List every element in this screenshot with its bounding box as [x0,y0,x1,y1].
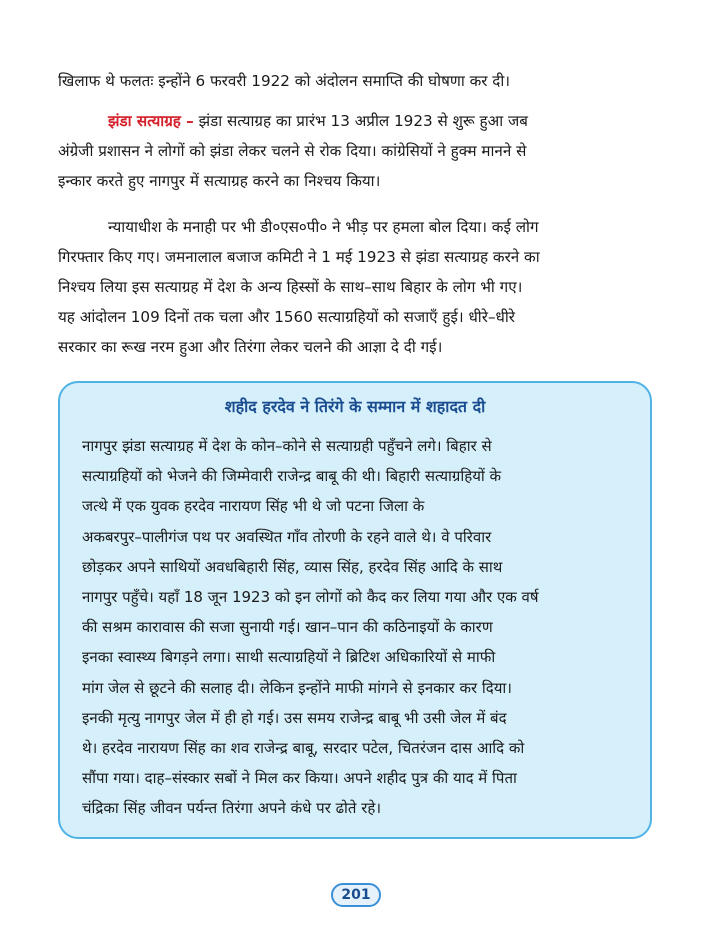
text-line: गिरफ्तार किए गए। जमनालाल बजाज कमिटी ने 1 मई 1923 से झंडा सत्याग्रह करने का [58,248,540,266]
box-line: की सश्रम कारावास की सजा सुनायी गई। खान–पान की कठिनाइयों के कारण [82,618,493,637]
box-line: इनकी मृत्यु नागपुर जेल में ही हो गई। उस समय राजेन्द्र बाबू भी उसी जेल में बंद [82,708,507,727]
box-line: जत्थे में एक युवक हरदेव नारायण सिंह भी थे जो पटना जिला के [82,497,425,516]
box-line: नागपुर झंडा सत्याग्रह में देश के कोन–कोने से सत्याग्रही पहुँचने लगे। बिहार से [82,437,492,455]
box-title: शहीद हरदेव ने तिरंगे के सम्मान में शहादत दी [224,397,486,416]
text-line: यह आंदोलन 109 दिनों तक चला और 1560 सत्याग्रहियों को सजाएँ हुई। धीरे–धीरे [58,308,516,326]
box-body [82,431,630,824]
text-line [58,106,654,136]
text-line: निश्चय लिया इस सत्याग्रह में देश के अन्य हिस्सों के साथ–साथ बिहार के लोग भी गए। [58,278,523,296]
box-line: सत्याग्रहियों को भेजने की जिम्मेवारी राजेन्द्र बाबू की थी। बिहारी सत्याग्रहियों के [82,467,502,486]
text-line-content: झंडा सत्याग्रह का प्रारंभ 13 अप्रील 1923 से शुरू हुआ जब [198,112,528,130]
judge-paragraph [58,212,654,362]
box-line: थे। हरदेव नारायण सिंह का शव राजेन्द्र बाबू, सरदार पटेल, चितरंजन दास आदि को [82,739,525,758]
text-line: अंग्रेजी प्रशासन ने लोगों को झंडा लेकर चलने से रोक दिया। कांग्रेसियों ने हुक्म मानने से [58,142,527,160]
martyr-info-box [58,381,652,839]
text-line: इन्कार करते हुए नागपुर में सत्याग्रह करने का निश्चय किया। [58,172,381,190]
box-line: अकबरपुर–पालीगंज पथ पर अवस्थित गाँव तोरणी के रहने वाले थे। वे परिवार [82,527,492,546]
box-line: नागपुर पहुँचे। यहाँ 18 जून 1923 को इन लोगों को कैद कर लिया गया और एक वर्ष [82,588,539,607]
box-line: सौंपा गया। दाह–संस्कार सबों ने मिल कर किया। अपने शहीद पुत्र की याद में पिता [82,769,517,788]
text-line: सरकार का रूख नरम हुआ और तिरंगा लेकर चलने की आज्ञा दे दी गई। [58,338,443,356]
box-line: मांग जेल से छूटने की सलाह दी। लेकिन इन्होंने माफी मांगने से इनकार कर दिया। [82,678,512,697]
box-line: इनका स्वास्थ्य बिगड़ने लगा। साथी सत्याग्रहियों ने ब्रिटिश अधिकारियों से माफी [82,648,496,667]
box-line: छोड़कर अपने साथियों अवधबिहारी सिंह, व्यास सिंह, हरदेव सिंह आदि के साथ [82,557,503,576]
section-heading: झंडा सत्याग्रह – [108,112,194,130]
text-line: न्यायाधीश के मनाही पर भी डी०एस०पी० ने भीड़ पर हमला बोल दिया। कई लोग [108,218,539,236]
text-line: खिलाफ थे फलतः इन्होंने 6 फरवरी 1922 को अंदोलन समाप्ति की घोषणा कर दी। [58,72,511,90]
intro-paragraph [58,66,654,96]
page-number: 201 [331,883,381,907]
box-line: चंद्रिका सिंह जीवन पर्यन्त तिरंगा अपने कंधे पर ढोते रहे। [82,799,382,818]
jhanda-satyagraha-paragraph [58,106,654,196]
